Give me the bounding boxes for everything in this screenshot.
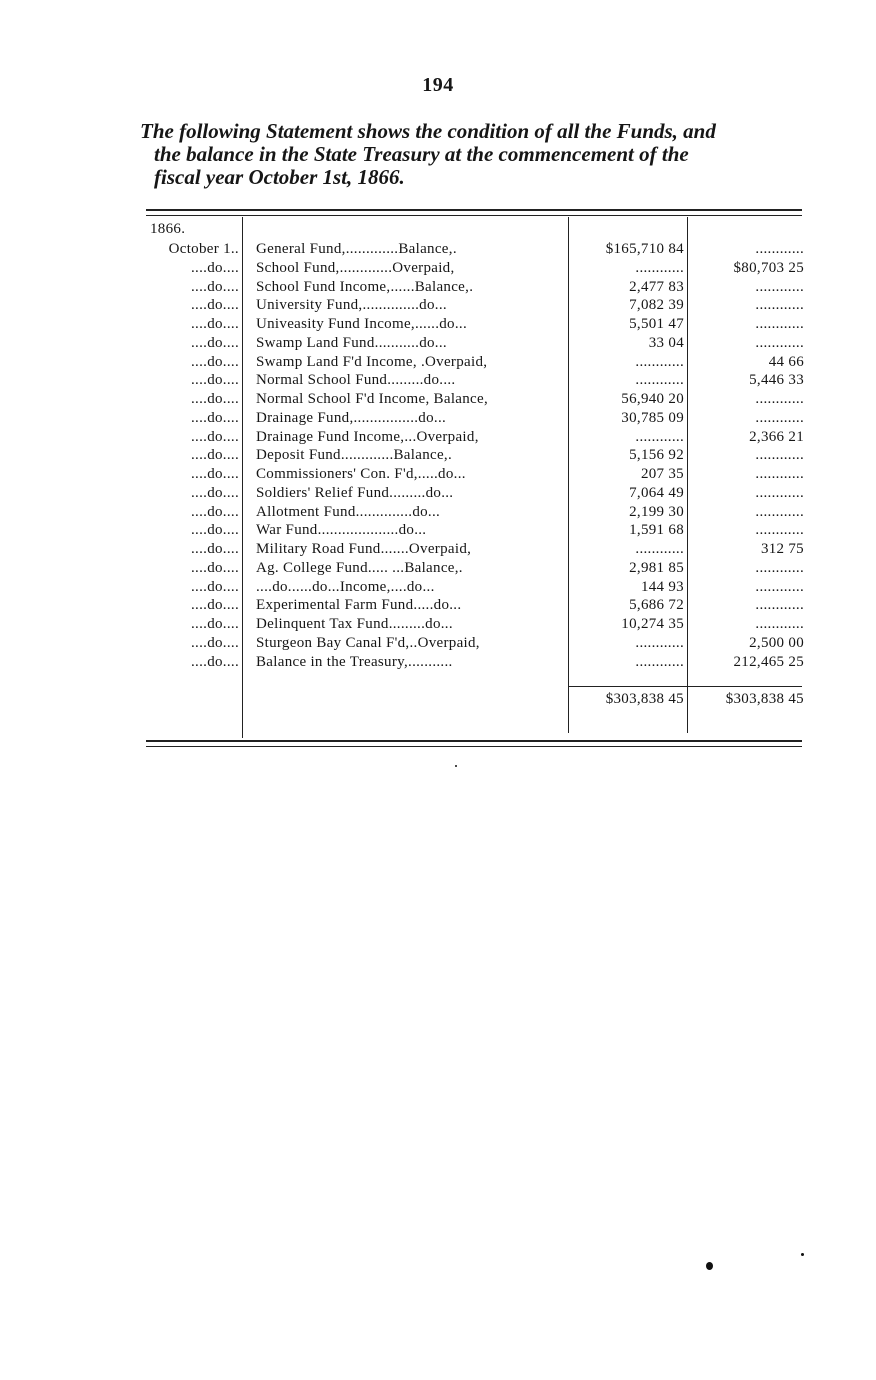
row-date: ....do....: [191, 559, 239, 576]
row-debit: 5,686 72: [629, 597, 684, 614]
row-date: ....do....: [191, 372, 239, 389]
row-debit: ............: [635, 353, 684, 370]
row-credit: 2,366 21: [749, 428, 804, 445]
row-credit: 312 75: [760, 541, 804, 557]
totals-rule: [568, 686, 802, 687]
row-date: ....do....: [191, 353, 239, 370]
row-debit: ............: [635, 372, 684, 389]
row-date: ....do....: [191, 634, 239, 651]
ink-speck: [801, 1253, 804, 1256]
row-debit: 207 35: [640, 466, 684, 482]
row-description: General Fund,.............Balance,.: [256, 241, 457, 257]
column-divider-debit: [687, 217, 688, 733]
row-description: School Fund,.............Overpaid,: [256, 259, 455, 276]
heading-line-1: The following Statement shows the condition of all the Funds, and: [140, 119, 716, 143]
row-credit: $80,703 25: [733, 259, 804, 276]
row-credit: ............: [755, 597, 804, 614]
row-date: ....do....: [191, 428, 239, 445]
row-credit: ............: [755, 409, 804, 426]
row-description: ....do......do...Income,....do...: [256, 578, 435, 595]
row-description: Drainage Fund Income,...Overpaid,: [256, 428, 479, 445]
row-credit: ............: [755, 278, 804, 295]
row-description: School Fund Income,......Balance,.: [256, 278, 474, 295]
row-date: ....do....: [191, 278, 239, 295]
row-description: Experimental Farm Fund.....do...: [256, 597, 462, 614]
statement-heading: [140, 120, 810, 189]
row-description: Drainage Fund,................do...: [256, 409, 447, 426]
row-description: Commissioners' Con. F'd,.....do...: [256, 466, 466, 482]
column-divider-description: [568, 217, 569, 733]
row-debit: $165,710 84: [605, 241, 684, 257]
table-bottom-rule: [146, 740, 802, 742]
row-debit: ............: [635, 259, 684, 276]
row-credit: ............: [755, 522, 804, 539]
row-credit: 44 66: [768, 353, 804, 370]
row-description: War Fund....................do...: [256, 522, 427, 539]
row-debit: 7,064 49: [629, 484, 684, 501]
row-credit: ............: [755, 241, 804, 257]
row-debit: ............: [635, 428, 684, 445]
row-date: ....do....: [191, 653, 239, 670]
row-date: ....do....: [191, 391, 239, 407]
row-date: ....do....: [191, 503, 239, 520]
row-date: ....do....: [191, 466, 239, 482]
row-description: Ag. College Fund..... ...Balance,.: [256, 559, 463, 576]
row-date: ....do....: [191, 447, 239, 464]
column-divider-date: [242, 217, 243, 738]
row-credit: ............: [755, 334, 804, 351]
row-debit: 5,501 47: [629, 316, 684, 332]
row-description: Normal School F'd Income, Balance,: [256, 391, 489, 407]
row-date: ....do....: [191, 316, 239, 332]
row-debit: ............: [635, 541, 684, 557]
row-credit: ............: [755, 484, 804, 501]
row-date: ....do....: [191, 409, 239, 426]
row-date: ....do....: [191, 541, 239, 557]
row-description: Swamp Land Fund...........do...: [256, 334, 447, 351]
total-credit: $303,838 45: [725, 691, 804, 707]
row-debit: 33 04: [648, 334, 684, 351]
row-date: ....do....: [191, 297, 239, 314]
row-date: ....do....: [191, 578, 239, 595]
row-description: Allotment Fund..............do...: [256, 503, 441, 520]
row-description: Soldiers' Relief Fund.........do...: [256, 484, 454, 501]
row-credit: ............: [755, 578, 804, 595]
page-number: 194: [422, 74, 454, 96]
row-date: ....do....: [191, 259, 239, 276]
row-debit: 5,156 92: [629, 447, 684, 464]
row-credit: ............: [755, 616, 804, 632]
row-description: Normal School Fund.........do....: [256, 372, 456, 389]
table-bottom-rule-inner: [146, 746, 802, 747]
row-debit: 2,981 85: [629, 559, 684, 576]
row-debit: 144 93: [640, 578, 684, 595]
row-date: ....do....: [191, 484, 239, 501]
ink-speck: [455, 765, 457, 767]
row-date: ....do....: [191, 522, 239, 539]
row-credit: ............: [755, 503, 804, 520]
row-debit: ............: [635, 653, 684, 670]
row-debit: 2,199 30: [629, 503, 684, 520]
row-credit: ............: [755, 316, 804, 332]
row-debit: 30,785 09: [621, 409, 684, 426]
row-debit: 10,274 35: [621, 616, 684, 632]
row-debit: 2,477 83: [629, 278, 684, 295]
row-credit: ............: [755, 447, 804, 464]
row-credit: ............: [755, 297, 804, 314]
row-description: Swamp Land F'd Income, .Overpaid,: [256, 353, 488, 370]
row-date: ....do....: [191, 616, 239, 632]
table-top-rule-inner: [146, 215, 802, 216]
total-debit: $303,838 45: [605, 691, 684, 707]
row-debit: 7,082 39: [629, 297, 684, 314]
row-date: ....do....: [191, 334, 239, 351]
row-description: Univeasity Fund Income,......do...: [256, 316, 468, 332]
year-label: 1866.: [150, 221, 186, 237]
heading-line-3: fiscal year October 1st, 1866.: [154, 165, 405, 189]
row-debit: 1,591 68: [629, 522, 684, 539]
row-description: Deposit Fund.............Balance,.: [256, 447, 453, 464]
row-description: Balance in the Treasury,...........: [256, 653, 453, 670]
row-description: University Fund,..............do...: [256, 297, 447, 314]
row-credit: 2,500 00: [749, 634, 804, 651]
table-top-rule: [146, 209, 802, 211]
row-debit: 56,940 20: [621, 391, 684, 407]
heading-line-2: the balance in the State Treasury at the commencement of the: [154, 142, 689, 166]
row-description: Sturgeon Bay Canal F'd,..Overpaid,: [256, 634, 480, 651]
row-credit: ............: [755, 391, 804, 407]
row-credit: 5,446 33: [749, 372, 804, 389]
row-description: Delinquent Tax Fund.........do...: [256, 616, 453, 632]
row-credit: 212,465 25: [733, 653, 804, 670]
row-credit: ............: [755, 559, 804, 576]
row-date: October 1..: [168, 241, 239, 257]
row-credit: ............: [755, 466, 804, 482]
row-description: Military Road Fund.......Overpaid,: [256, 541, 472, 557]
row-debit: ............: [635, 634, 684, 651]
ink-speck: [706, 1262, 713, 1270]
row-date: ....do....: [191, 597, 239, 614]
